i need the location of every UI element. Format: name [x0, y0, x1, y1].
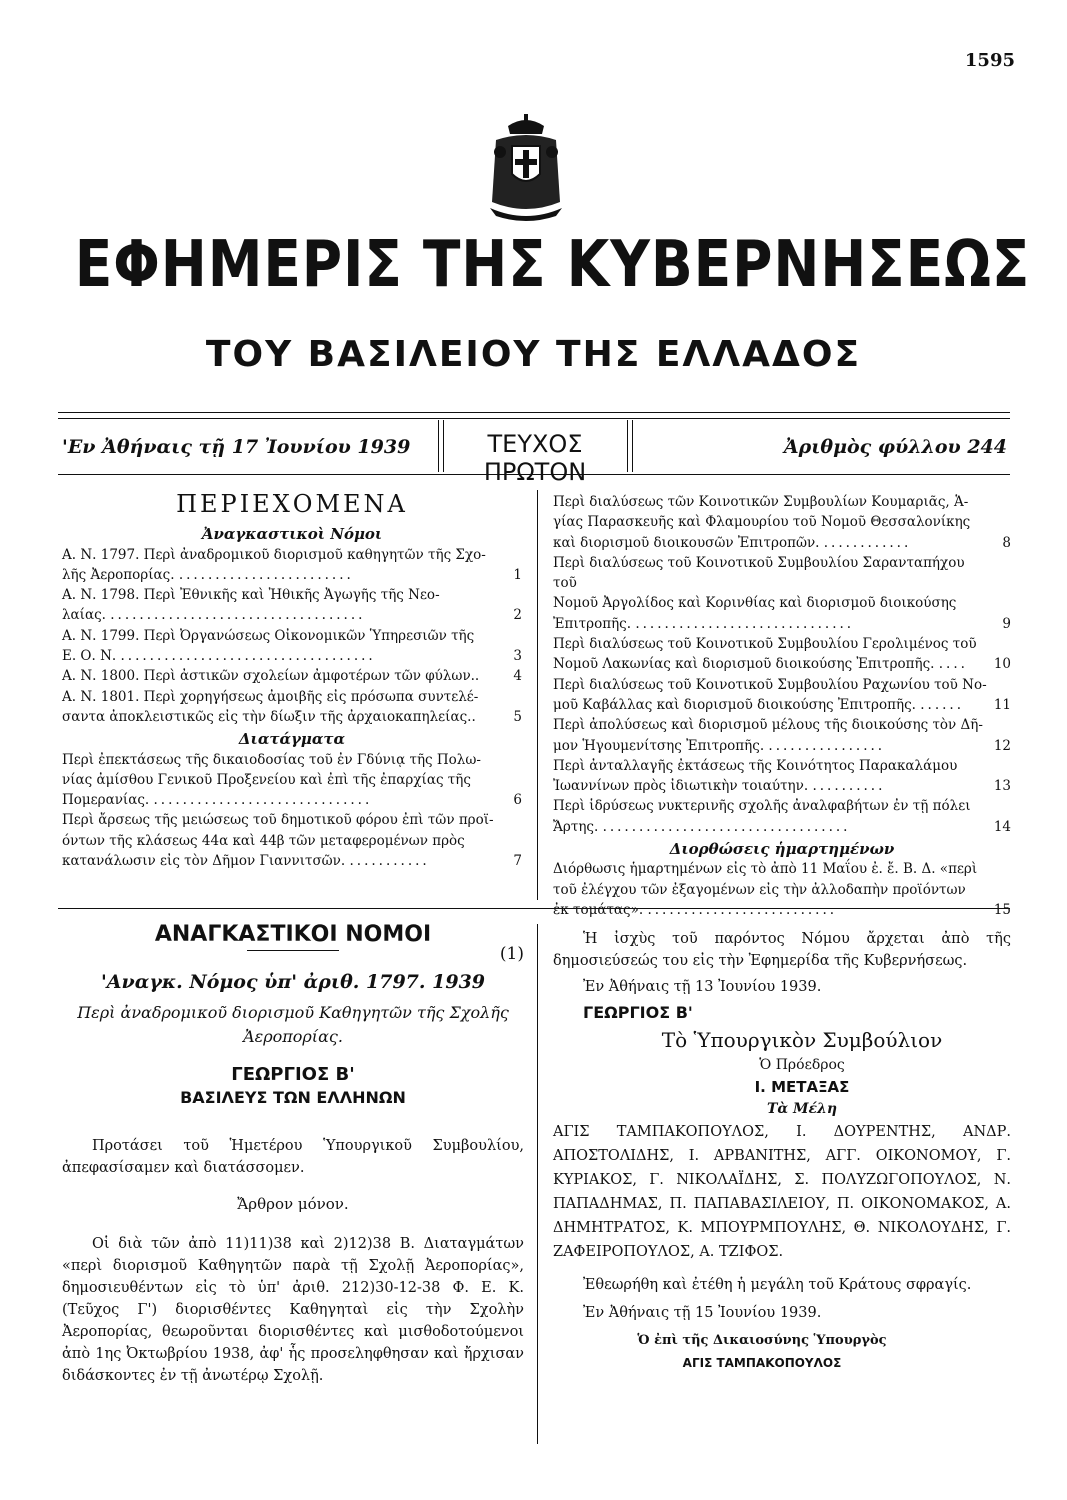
contents-entry: Περὶ ἱδρύσεως νυκτερινῆς σχολῆς ἀναλφαβήτων ἐν τῇ πόλει Ἄρτης. .................................. 14	[553, 798, 1011, 835]
law-item-number: (1)	[499, 944, 524, 964]
contents-entry: Περὶ ἄρσεως τῆς μειώσεως τοῦ δημοτικοῦ φόρου ἐπὶ τῶν προϊ- όντων τῆς κλάσεως 44α καὶ 44β τῶν μεταφερομένων πρὸς κατανάλωσιν εἰς τὸν Δῆμον Γιαννιτσῶν. ........... 7	[62, 812, 522, 870]
law-section-title: ΑΝΑΓΚΑΣΤΙΚΟΙ ΝΟΜΟΙ	[154, 922, 432, 947]
contents-entry: Περὶ διαλύσεως τοῦ Κοινοτικοῦ Συμβουλίου Σαρανταπήχου τοῦ Νομοῦ Ἀργολίδος καὶ Κορινθίας καὶ διορισμοῦ διοικούσης Ἐπιτροπῆς. .............................. 9	[553, 554, 1011, 632]
validity-clause: Ἡ ἰσχὺς τοῦ παρόντος Νόμου ἄρχεται ἀπὸ τῆς δημοσιεύσεώς του εἰς τὴν Ἐφημερίδα τῆς Κυβερνήσεως.	[553, 931, 1011, 969]
issue-divider-right-2	[632, 420, 633, 472]
law-title: 'Αναγκ. Νόμος ὑπ' ἀριθ. 1797. 1939	[100, 971, 486, 993]
members-label: Τὰ Μέλη	[766, 1101, 838, 1117]
contents-section-heading: Διατάγματα	[238, 730, 346, 749]
king-signature: ΓΕΩΡΓΙΟΣ Β'	[583, 1003, 693, 1022]
page-number: 1595	[964, 50, 1015, 71]
contents-entry: Περὶ διαλύσεως τοῦ Κοινοτικοῦ Συμβουλίου Ραχωνίου τοῦ Νο- μοῦ Καβάλλας καὶ διορισμοῦ διοικούσης Ἐπιτροπῆς. ...... 11	[553, 676, 1011, 713]
article-text: Οἱ διὰ τῶν ἀπὸ 11)11)38 καὶ 2)12)38 Β. Διαταγμάτων «περὶ διορισμοῦ Καθηγητῶν παρὰ τῇ Σχολῇ Ἀεροπορίας», δημοσιευθέντων εἰς τὸ ὑπ' ἀριθ. 212)30-12-38 Φ. Ε. Κ. (Τεῦχος Γ') διορισθέντες Καθηγηταὶ εἰς τὴν Σχολὴν Ἀεροπορίας, θεωροῦνται διορισθέντες καὶ μισθοδοτούμενοι ἀπὸ 1ης Ὀκτωβρίου 1938, ἀφ' ἧς προσεληφθησαν καὶ ἤρχισαν διδάσκοντες ἐν τῇ ἀνωτέρῳ Σχολῇ.	[62, 1236, 524, 1384]
contents-title: ΠΕΡΙΕΧΟΜΕΝΑ	[176, 490, 408, 518]
president-label: Ὁ Πρόεδρος	[759, 1057, 845, 1073]
issue-sheet-number: Ἀριθμὸς φύλλου 244	[783, 436, 1007, 458]
contents-right-column	[553, 492, 1011, 920]
newspaper-title: ΕΦΗΜΕΡΙΣ ΤΗΣ ΚΥΒΕΡΝΗΣΕΩΣ	[74, 228, 1031, 302]
contents-entry: Περὶ διαλύσεως τῶν Κοινοτικῶν Συμβουλίων Κουμαριᾶς, Ἁ- γίας Παρασκευῆς καὶ Φλαμουρίου τοῦ Νομοῦ Θεσσαλονίκης καὶ διορισμοῦ διοικουσῶν Ἐπιτροπῶν. ............ 8	[553, 494, 1011, 551]
body-column-divider	[537, 924, 538, 1444]
contents-column-divider	[537, 490, 538, 900]
contents-entry: Περὶ ἐπεκτάσεως τῆς δικαιοδοσίας τοῦ ἐν Γδύνιᾳ τῆς Πολω- νίας ἀμίσθου Γενικοῦ Προξενείου καὶ ἐπὶ τῆς ἐπαρχίας τῆς Πομερανίας. .............................. 6	[62, 751, 522, 809]
minister-title: Ὁ ἐπὶ τῆς Δικαιοσύνης Ὑπουργὸς	[637, 1333, 887, 1348]
contents-bottom-rule	[58, 908, 1010, 909]
contents-entry: Περὶ διαλύσεως τοῦ Κοινοτικοῦ Συμβουλίου Γερολιμένος τοῦ Νομοῦ Λακωνίας καὶ διορισμοῦ διοικούσης Ἐπιτροπῆς. .... 10	[553, 636, 1011, 673]
contents-entry: Α. Ν. 1801. Περὶ χορηγήσεως ἀμοιβῆς εἰς πρόσωπα συντελέ- σαντα ἀποκλειστικῶς εἰς τὴν δίωξιν τῆς ἀρχαιοκαπηλείας.. 5	[62, 688, 522, 725]
contents-entry: Α. Ν. 1797. Περὶ ἀναδρομικοῦ διορισμοῦ καθηγητῶν τῆς Σχο- λῆς Ἀεροπορίας. ........................ 1	[62, 546, 522, 583]
contents-section-heading: Διορθώσεις ἡμαρτημένων	[669, 840, 895, 859]
header-rule-top-2	[58, 418, 1010, 419]
king-name: ΓΕΩΡΓΙΟΣ Β'	[231, 1064, 355, 1085]
contents-entry: Α. Ν. 1798. Περὶ Ἐθνικῆς καὶ Ἠθικῆς Ἀγωγῆς τῆς Νεο- λαίας. ................................... 2	[62, 587, 522, 624]
contents-section-heading: Ἀναγκαστικοὶ Νόμοι	[201, 525, 383, 544]
contents-entry: Περὶ ἀπολύσεως καὶ διορισμοῦ μέλους τῆς διοικούσης τὸν Δῆ- μον Ἡγουμενίτσης Ἐπιτροπῆς. ................ 12	[553, 717, 1011, 754]
contents-left-column	[62, 490, 522, 871]
issue-date: 'Εν Ἀθήναις τῇ 17 Ἰουνίου 1939	[62, 436, 411, 458]
contents-entry: Α. Ν. 1799. Περὶ Ὀργανώσεως Οἰκονομικῶν Ὑπηρεσιῶν τῆς Ε. Ο. Ν. ................................... 3	[62, 627, 522, 665]
law-right-column	[553, 928, 1011, 1374]
contents-entry: Περὶ ἀνταλλαγῆς ἐκτάσεως τῆς Κοινότητος Παρακαλάμου Ἰωαννίνων πρὸς ἰδιωτικὴν τοιαύτην. .......... 13	[553, 757, 1011, 795]
header-rule-top	[58, 412, 1010, 413]
law-left-column	[62, 924, 524, 1401]
law-subject: Περὶ ἀναδρομικοῦ διορισμοῦ Καθηγητῶν τῆς Σχολῆς Ἀεροπορίας.	[77, 1003, 509, 1046]
minister-name: ΑΓΙΣ ΤΑΜΠΑΚΟΠΟΥΛΟΣ	[682, 1356, 842, 1370]
coat-of-arms-icon	[486, 112, 566, 224]
president-name: Ι. ΜΕΤΑΞΑΣ	[754, 1078, 850, 1096]
seal-text: Ἐθεωρήθη καὶ ἐτέθη ἡ μεγάλη τοῦ Κράτους σφραγίς.	[583, 1277, 972, 1293]
council-members: ΑΓΙΣ ΤΑΜΠΑΚΟΠΟΥΛΟΣ, Ι. ΔΟΥΡΕΝΤΗΣ, ΑΝΔΡ. ΑΠΟΣΤΟΛΙΔΗΣ, Ι. ΑΡΒΑΝΙΤΗΣ, ΑΓΓ. ΟΙΚΟΝΟΜΟΥ, Γ. ΚΥΡΙΑΚΟΣ, Γ. ΝΙΚΟΛΑΪΔΗΣ, Σ. ΠΟΛΥΖΩΓΟΠΟΥΛΟΣ, Ν. ΠΑΠΑΔΗΜΑΣ, Π. ΠΑΠΑΒΑΣΙΛΕΙΟΥ, Π. ΟΙΚΟΝΟΜΑΚΟΣ, Α. ΔΗΜΗΤΡΑΤΟΣ, Κ. ΜΠΟΥΡΜΠΟΥΛΗΣ, Θ. ΝΙΚΟΛΟΥΔΗΣ, Γ. ΖΑΦΕΙΡΟΠΟΥΛΟΣ, Α. ΤΖΙΦΟΣ.	[553, 1124, 1011, 1260]
contents-entry: Α. Ν. 1800. Περὶ ἀστικῶν σχολείων ἀμφοτέρων τῶν φύλων.. 4	[62, 668, 522, 685]
council-heading: Τὸ Ὑπουργικὸν Συμβούλιον	[661, 1028, 943, 1052]
seal-date: Ἐν Ἀθήναις τῇ 15 Ἰουνίου 1939.	[583, 1305, 822, 1321]
signing-date: Ἐν Ἀθήναις τῇ 13 Ἰουνίου 1939.	[583, 979, 822, 995]
article-heading: Ἄρθρον μόνον.	[237, 1195, 349, 1213]
issue-series: ΤΕΥΧΟΣ ΠΡΩΤΟΝ	[483, 430, 587, 486]
law-preamble: Προτάσει τοῦ Ἡμετέρου Ὑπουργικοῦ Συμβουλίου, ἀπεφασίσαμεν καὶ διατάσσομεν.	[62, 1138, 524, 1176]
issue-divider-left	[438, 420, 439, 472]
king-title: ΒΑΣΙΛΕΥΣ ΤΩΝ ΕΛΛΗΝΩΝ	[180, 1088, 406, 1107]
contents-entry: Διόρθωσις ἡμαρτημένων εἰς τὸ ἀπὸ 11 Μαΐου ἐ. ἔ. Β. Δ. «περὶ τοῦ ἐλέγχου τῶν ἐξαγομένων εἰς τὴν ἀλλοδαπὴν προϊόντων ἐκ τομάτας». .......................... 15	[553, 861, 1011, 918]
newspaper-subtitle: ΤΟΥ ΒΑΣΙΛΕΙΟΥ ΤΗΣ ΕΛΛΑΔΟΣ	[205, 334, 862, 375]
